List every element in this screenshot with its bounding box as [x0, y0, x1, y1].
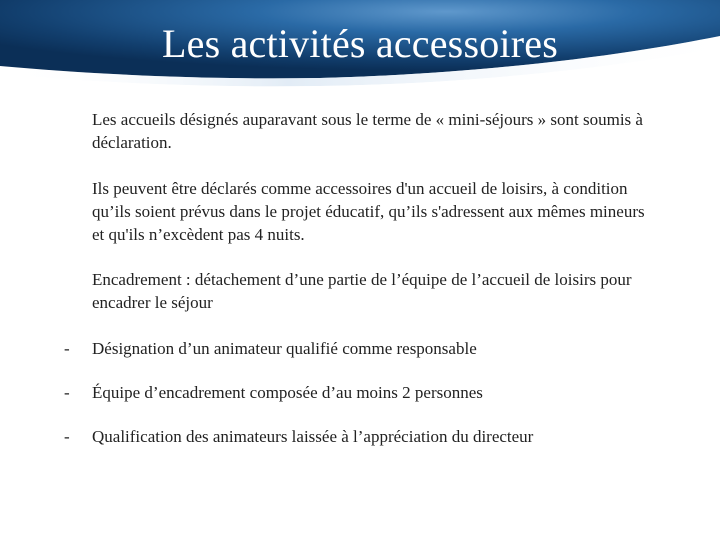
dash-marker: -: [64, 339, 70, 358]
bullet-text: Équipe d’encadrement composée d’au moins 2 personnes: [92, 383, 483, 402]
bullet-text: Qualification des animateurs laissée à l’appréciation du directeur: [92, 427, 534, 446]
dash-marker: -: [64, 427, 70, 446]
dash-marker: -: [64, 383, 70, 402]
paragraph-mini-sejours: Les accueils désignés auparavant sous le terme de « mini-séjours » sont soumis à déclaration.: [92, 110, 643, 152]
slide-title: Les activités accessoires: [162, 21, 558, 66]
bullet-text: Désignation d’un animateur qualifié comme responsable: [92, 339, 477, 358]
paragraph-declaration-conditions: Ils peuvent être déclarés comme accessoires d'un accueil de loisirs, à condition qu’ils soient prévus dans le projet éducatif, qu’ils s'adressent aux mêmes mineurs et qu'ils n’excèdent pas 4 nuits.: [92, 179, 645, 244]
paragraph-encadrement: Encadrement : détachement d’une partie de l’équipe de l’accueil de loisirs pour encadrer le séjour: [92, 270, 632, 312]
